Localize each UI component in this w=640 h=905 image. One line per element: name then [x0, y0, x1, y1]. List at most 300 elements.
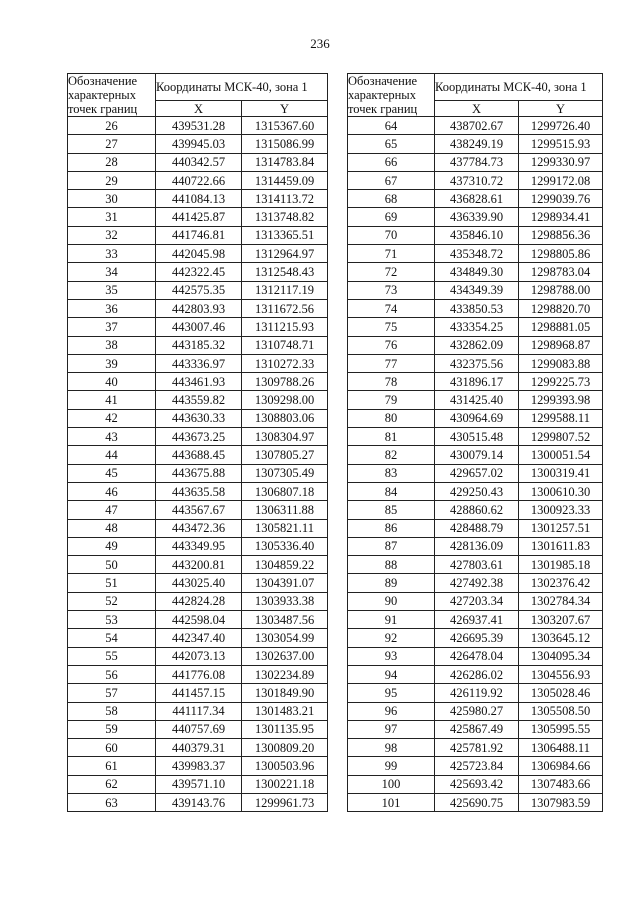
table-row [68, 391, 328, 409]
x-coordinate-cell: 435846.10 [435, 226, 519, 244]
point-id-cell: 82 [348, 446, 435, 464]
table-row [348, 299, 603, 317]
y-coordinate-cell: 1298968.87 [519, 336, 603, 354]
x-coordinate-cell: 430515.48 [435, 428, 519, 446]
x-coordinate-cell: 425867.49 [435, 720, 519, 738]
x-coordinate-cell: 443007.46 [156, 318, 242, 336]
point-id-cell: 84 [348, 482, 435, 500]
y-coordinate-cell: 1299225.73 [519, 373, 603, 391]
x-coordinate-cell: 426695.39 [435, 629, 519, 647]
y-coordinate-cell: 1298788.00 [519, 281, 603, 299]
point-id-cell: 72 [348, 263, 435, 281]
table-row [68, 428, 328, 446]
point-id-cell: 98 [348, 739, 435, 757]
point-id-cell: 81 [348, 428, 435, 446]
y-coordinate-cell: 1305821.11 [242, 519, 328, 537]
table-row [348, 208, 603, 226]
x-coordinate-cell: 433850.53 [435, 299, 519, 317]
point-id-cell: 78 [348, 373, 435, 391]
x-coordinate-cell: 439531.28 [156, 117, 242, 135]
x-coordinate-cell: 429250.43 [435, 482, 519, 500]
y-coordinate-cell: 1301611.83 [519, 537, 603, 555]
point-id-cell: 27 [68, 135, 156, 153]
y-coordinate-cell: 1304391.07 [242, 574, 328, 592]
x-coordinate-cell: 426286.02 [435, 665, 519, 683]
x-coordinate-cell: 425980.27 [435, 702, 519, 720]
table-row [68, 373, 328, 391]
x-coordinate-cell: 432375.56 [435, 354, 519, 372]
table-row [68, 135, 328, 153]
point-id-cell: 47 [68, 501, 156, 519]
x-coordinate-cell: 426119.92 [435, 684, 519, 702]
table-row [68, 171, 328, 189]
x-coordinate-cell: 438702.67 [435, 117, 519, 135]
x-coordinate-cell: 426937.41 [435, 611, 519, 629]
x-coordinate-cell: 425693.42 [435, 775, 519, 793]
y-coordinate-cell: 1313365.51 [242, 226, 328, 244]
x-coordinate-cell: 427203.34 [435, 592, 519, 610]
y-coordinate-cell: 1306984.66 [519, 757, 603, 775]
table-row [68, 409, 328, 427]
point-id-cell: 28 [68, 153, 156, 171]
point-id-cell: 39 [68, 354, 156, 372]
point-id-cell: 35 [68, 281, 156, 299]
x-coordinate-cell: 428860.62 [435, 501, 519, 519]
y-coordinate-cell: 1302234.89 [242, 665, 328, 683]
point-id-cell: 62 [68, 775, 156, 793]
table-row [348, 720, 603, 738]
y-coordinate-cell: 1312548.43 [242, 263, 328, 281]
point-id-cell: 87 [348, 537, 435, 555]
point-id-cell: 85 [348, 501, 435, 519]
table-row [68, 318, 328, 336]
point-id-cell: 80 [348, 409, 435, 427]
point-id-cell: 37 [68, 318, 156, 336]
x-coordinate-cell: 440342.57 [156, 153, 242, 171]
y-coordinate-cell: 1299172.08 [519, 171, 603, 189]
x-coordinate-cell: 428136.09 [435, 537, 519, 555]
point-id-cell: 66 [348, 153, 435, 171]
table-row [68, 793, 328, 811]
y-coordinate-cell: 1304859.22 [242, 556, 328, 574]
table-row [68, 629, 328, 647]
point-id-cell: 96 [348, 702, 435, 720]
table-row [348, 171, 603, 189]
page-number: 236 [310, 36, 330, 51]
point-id-cell: 40 [68, 373, 156, 391]
x-coordinate-cell: 432862.09 [435, 336, 519, 354]
table-row [348, 391, 603, 409]
point-id-cell: 86 [348, 519, 435, 537]
x-coordinate-cell: 441425.87 [156, 208, 242, 226]
table-row [68, 775, 328, 793]
point-id-cell: 29 [68, 171, 156, 189]
point-id-cell: 83 [348, 464, 435, 482]
y-coordinate-cell: 1298856.36 [519, 226, 603, 244]
x-coordinate-cell: 443461.93 [156, 373, 242, 391]
point-id-cell: 50 [68, 556, 156, 574]
x-coordinate-cell: 443472.36 [156, 519, 242, 537]
table-row [348, 135, 603, 153]
y-coordinate-cell: 1300319.41 [519, 464, 603, 482]
y-coordinate-cell: 1307983.59 [519, 793, 603, 811]
x-coordinate-cell: 437310.72 [435, 171, 519, 189]
x-coordinate-cell: 443688.45 [156, 446, 242, 464]
x-coordinate-cell: 434849.30 [435, 263, 519, 281]
x-coordinate-cell: 442598.04 [156, 611, 242, 629]
point-id-cell: 46 [68, 482, 156, 500]
point-id-cell: 26 [68, 117, 156, 135]
point-id-cell: 75 [348, 318, 435, 336]
table-row [348, 281, 603, 299]
point-id-cell: 70 [348, 226, 435, 244]
point-id-cell: 61 [68, 757, 156, 775]
point-id-cell: 73 [348, 281, 435, 299]
y-coordinate-cell: 1300051.54 [519, 446, 603, 464]
point-id-cell: 65 [348, 135, 435, 153]
point-id-cell: 88 [348, 556, 435, 574]
y-coordinate-cell: 1305336.40 [242, 537, 328, 555]
x-coordinate-cell: 443630.33 [156, 409, 242, 427]
x-coordinate-cell: 442347.40 [156, 629, 242, 647]
x-coordinate-cell: 443185.32 [156, 336, 242, 354]
x-coordinate-cell: 443635.58 [156, 482, 242, 500]
point-id-cell: 90 [348, 592, 435, 610]
y-coordinate-cell: 1301849.90 [242, 684, 328, 702]
y-coordinate-cell: 1310748.71 [242, 336, 328, 354]
y-coordinate-cell: 1298805.86 [519, 245, 603, 263]
point-id-cell: 94 [348, 665, 435, 683]
table-row [348, 409, 603, 427]
table-row [348, 629, 603, 647]
point-id-cell: 57 [68, 684, 156, 702]
table-row [68, 501, 328, 519]
point-id-cell: 41 [68, 391, 156, 409]
point-id-cell: 38 [68, 336, 156, 354]
table-row [348, 702, 603, 720]
x-coordinate-cell: 433354.25 [435, 318, 519, 336]
y-header: Y [242, 101, 328, 117]
y-coordinate-cell: 1300923.33 [519, 501, 603, 519]
coordinates-table-right [347, 73, 603, 812]
table-row [348, 226, 603, 244]
x-coordinate-cell: 442803.93 [156, 299, 242, 317]
y-coordinate-cell: 1301257.51 [519, 519, 603, 537]
point-id-cell: 95 [348, 684, 435, 702]
point-id-cell: 32 [68, 226, 156, 244]
table-body [348, 117, 603, 812]
table-row [348, 592, 603, 610]
point-id-cell: 55 [68, 647, 156, 665]
table-row [348, 757, 603, 775]
table-row [348, 318, 603, 336]
table-row [348, 117, 603, 135]
table-row [348, 464, 603, 482]
y-coordinate-cell: 1314459.09 [242, 171, 328, 189]
y-coordinate-cell: 1305508.50 [519, 702, 603, 720]
table-row [68, 263, 328, 281]
point-id-cell: 76 [348, 336, 435, 354]
x-coordinate-cell: 441457.15 [156, 684, 242, 702]
y-coordinate-cell: 1303487.56 [242, 611, 328, 629]
x-coordinate-cell: 442322.45 [156, 263, 242, 281]
point-id-cell: 97 [348, 720, 435, 738]
y-header: Y [519, 101, 603, 117]
point-id-cell: 68 [348, 190, 435, 208]
table-row [348, 482, 603, 500]
point-id-cell: 36 [68, 299, 156, 317]
point-id-cell: 74 [348, 299, 435, 317]
table-row [348, 446, 603, 464]
y-coordinate-cell: 1303054.99 [242, 629, 328, 647]
table-row [68, 482, 328, 500]
x-coordinate-cell: 431896.17 [435, 373, 519, 391]
x-coordinate-cell: 427492.38 [435, 574, 519, 592]
x-coordinate-cell: 426478.04 [435, 647, 519, 665]
y-coordinate-cell: 1314783.84 [242, 153, 328, 171]
y-coordinate-cell: 1301985.18 [519, 556, 603, 574]
table-row [348, 190, 603, 208]
y-coordinate-cell: 1305028.46 [519, 684, 603, 702]
coordinates-group-header: Координаты МСК-40, зона 1 [435, 74, 603, 101]
y-coordinate-cell: 1309298.00 [242, 391, 328, 409]
y-coordinate-cell: 1300610.30 [519, 482, 603, 500]
y-coordinate-cell: 1299393.98 [519, 391, 603, 409]
y-coordinate-cell: 1306311.88 [242, 501, 328, 519]
table-row [348, 354, 603, 372]
table-row [348, 153, 603, 171]
point-id-cell: 56 [68, 665, 156, 683]
point-id-cell: 67 [348, 171, 435, 189]
x-coordinate-cell: 428488.79 [435, 519, 519, 537]
table-row [68, 354, 328, 372]
table-row [68, 739, 328, 757]
x-coordinate-cell: 434349.39 [435, 281, 519, 299]
y-coordinate-cell: 1299083.88 [519, 354, 603, 372]
y-coordinate-cell: 1298820.70 [519, 299, 603, 317]
x-coordinate-cell: 440722.66 [156, 171, 242, 189]
point-id-cell: 33 [68, 245, 156, 263]
x-coordinate-cell: 441746.81 [156, 226, 242, 244]
x-coordinate-cell: 443559.82 [156, 391, 242, 409]
x-coordinate-cell: 425723.84 [435, 757, 519, 775]
y-coordinate-cell: 1314113.72 [242, 190, 328, 208]
point-id-cell: 59 [68, 720, 156, 738]
table-row [348, 428, 603, 446]
table-row [348, 739, 603, 757]
y-coordinate-cell: 1312117.19 [242, 281, 328, 299]
y-coordinate-cell: 1310272.33 [242, 354, 328, 372]
x-coordinate-cell: 425690.75 [435, 793, 519, 811]
table-row [68, 647, 328, 665]
y-coordinate-cell: 1302784.34 [519, 592, 603, 610]
table-row [68, 556, 328, 574]
x-coordinate-cell: 442045.98 [156, 245, 242, 263]
y-coordinate-cell: 1298934.41 [519, 208, 603, 226]
y-coordinate-cell: 1299961.73 [242, 793, 328, 811]
y-coordinate-cell: 1315367.60 [242, 117, 328, 135]
y-coordinate-cell: 1307805.27 [242, 446, 328, 464]
y-coordinate-cell: 1299039.76 [519, 190, 603, 208]
point-id-cell: 79 [348, 391, 435, 409]
x-coordinate-cell: 443025.40 [156, 574, 242, 592]
y-coordinate-cell: 1306488.11 [519, 739, 603, 757]
x-header: X [435, 101, 519, 117]
point-id-cell: 44 [68, 446, 156, 464]
point-id-cell: 53 [68, 611, 156, 629]
x-coordinate-cell: 441776.08 [156, 665, 242, 683]
table-row [68, 464, 328, 482]
table-body [68, 117, 328, 812]
x-coordinate-cell: 443200.81 [156, 556, 242, 574]
point-id-cell: 63 [68, 793, 156, 811]
x-coordinate-cell: 442824.28 [156, 592, 242, 610]
table-row [68, 117, 328, 135]
y-coordinate-cell: 1301135.95 [242, 720, 328, 738]
table-row [68, 208, 328, 226]
point-id-cell: 64 [348, 117, 435, 135]
x-coordinate-cell: 439983.37 [156, 757, 242, 775]
y-coordinate-cell: 1304095.34 [519, 647, 603, 665]
x-coordinate-cell: 441084.13 [156, 190, 242, 208]
y-coordinate-cell: 1300221.18 [242, 775, 328, 793]
y-coordinate-cell: 1307305.49 [242, 464, 328, 482]
point-id-cell: 100 [348, 775, 435, 793]
x-coordinate-cell: 443567.67 [156, 501, 242, 519]
point-id-cell: 42 [68, 409, 156, 427]
point-id-cell: 71 [348, 245, 435, 263]
table-row [68, 665, 328, 683]
x-coordinate-cell: 443336.97 [156, 354, 242, 372]
table-row [348, 537, 603, 555]
y-coordinate-cell: 1299330.97 [519, 153, 603, 171]
x-coordinate-cell: 439571.10 [156, 775, 242, 793]
y-coordinate-cell: 1301483.21 [242, 702, 328, 720]
y-coordinate-cell: 1306807.18 [242, 482, 328, 500]
point-id-cell: 77 [348, 354, 435, 372]
table-row [68, 574, 328, 592]
coordinates-table-left [67, 73, 328, 812]
table-row [68, 537, 328, 555]
point-id-cell: 101 [348, 793, 435, 811]
y-coordinate-cell: 1308803.06 [242, 409, 328, 427]
point-id-cell: 52 [68, 592, 156, 610]
x-coordinate-cell: 430964.69 [435, 409, 519, 427]
y-coordinate-cell: 1302376.42 [519, 574, 603, 592]
point-id-cell: 45 [68, 464, 156, 482]
table-row [348, 793, 603, 811]
y-coordinate-cell: 1298881.05 [519, 318, 603, 336]
point-id-cell: 99 [348, 757, 435, 775]
point-id-cell: 31 [68, 208, 156, 226]
y-coordinate-cell: 1303645.12 [519, 629, 603, 647]
point-id-cell: 93 [348, 647, 435, 665]
x-coordinate-cell: 430079.14 [435, 446, 519, 464]
y-coordinate-cell: 1300809.20 [242, 739, 328, 757]
y-coordinate-cell: 1302637.00 [242, 647, 328, 665]
y-coordinate-cell: 1312964.97 [242, 245, 328, 263]
point-id-cell: 92 [348, 629, 435, 647]
x-coordinate-cell: 443349.95 [156, 537, 242, 555]
y-coordinate-cell: 1307483.66 [519, 775, 603, 793]
table-row [68, 226, 328, 244]
table-row [348, 775, 603, 793]
table-row [68, 519, 328, 537]
table-row [68, 592, 328, 610]
table-row [68, 190, 328, 208]
x-coordinate-cell: 443675.88 [156, 464, 242, 482]
table-row [68, 153, 328, 171]
table-row [68, 757, 328, 775]
table-row [348, 373, 603, 391]
y-coordinate-cell: 1303207.67 [519, 611, 603, 629]
x-coordinate-cell: 442073.13 [156, 647, 242, 665]
y-coordinate-cell: 1303933.38 [242, 592, 328, 610]
point-id-cell: 43 [68, 428, 156, 446]
x-coordinate-cell: 441117.34 [156, 702, 242, 720]
point-id-cell: 34 [68, 263, 156, 281]
table-row [348, 574, 603, 592]
table-row [348, 665, 603, 683]
point-id-cell: 49 [68, 537, 156, 555]
table-row [68, 299, 328, 317]
y-coordinate-cell: 1313748.82 [242, 208, 328, 226]
x-coordinate-cell: 438249.19 [435, 135, 519, 153]
y-coordinate-cell: 1315086.99 [242, 135, 328, 153]
x-coordinate-cell: 440757.69 [156, 720, 242, 738]
y-coordinate-cell: 1311215.93 [242, 318, 328, 336]
x-coordinate-cell: 431425.40 [435, 391, 519, 409]
y-coordinate-cell: 1299807.52 [519, 428, 603, 446]
point-id-cell: 60 [68, 739, 156, 757]
table-row [68, 336, 328, 354]
table-row [348, 519, 603, 537]
y-coordinate-cell: 1304556.93 [519, 665, 603, 683]
table-row [348, 263, 603, 281]
point-id-cell: 91 [348, 611, 435, 629]
x-coordinate-cell: 443673.25 [156, 428, 242, 446]
point-id-cell: 54 [68, 629, 156, 647]
table-row [68, 720, 328, 738]
point-id-cell: 58 [68, 702, 156, 720]
x-coordinate-cell: 436828.61 [435, 190, 519, 208]
table-row [348, 336, 603, 354]
table-row [68, 611, 328, 629]
x-coordinate-cell: 436339.90 [435, 208, 519, 226]
x-coordinate-cell: 429657.02 [435, 464, 519, 482]
table-row [348, 611, 603, 629]
x-header: X [156, 101, 242, 117]
y-coordinate-cell: 1299726.40 [519, 117, 603, 135]
x-coordinate-cell: 435348.72 [435, 245, 519, 263]
point-id-cell: 69 [348, 208, 435, 226]
y-coordinate-cell: 1299588.11 [519, 409, 603, 427]
y-coordinate-cell: 1300503.96 [242, 757, 328, 775]
x-coordinate-cell: 440379.31 [156, 739, 242, 757]
table-row [348, 684, 603, 702]
designation-header: Обозначение характерных точек границ [68, 74, 156, 117]
x-coordinate-cell: 439945.03 [156, 135, 242, 153]
point-id-cell: 51 [68, 574, 156, 592]
point-id-cell: 30 [68, 190, 156, 208]
y-coordinate-cell: 1309788.26 [242, 373, 328, 391]
table-row [348, 501, 603, 519]
x-coordinate-cell: 437784.73 [435, 153, 519, 171]
y-coordinate-cell: 1305995.55 [519, 720, 603, 738]
coordinates-group-header: Координаты МСК-40, зона 1 [156, 74, 328, 101]
y-coordinate-cell: 1311672.56 [242, 299, 328, 317]
x-coordinate-cell: 442575.35 [156, 281, 242, 299]
